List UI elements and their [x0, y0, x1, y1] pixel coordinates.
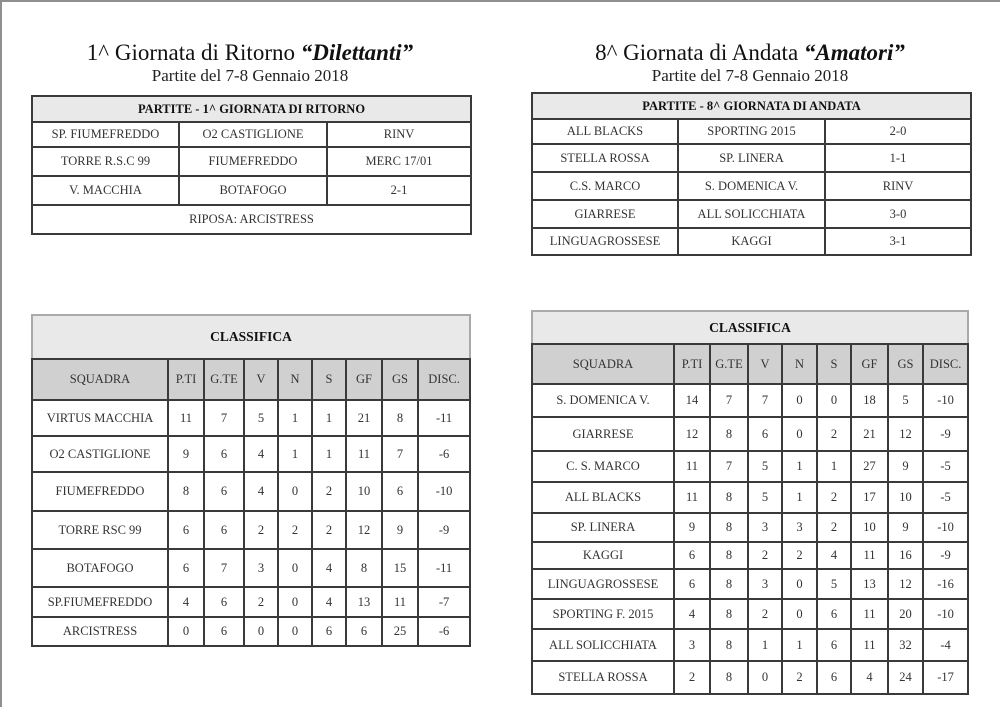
losses-cell: 6 [817, 661, 851, 694]
draws-cell: 2 [782, 542, 817, 569]
standings-row [532, 384, 968, 417]
standings-row [532, 599, 968, 629]
draws-cell: 0 [278, 472, 312, 511]
left-subtitle: Partite del 7-8 Gennaio 2018 [151, 66, 349, 85]
games-played-cell: 8 [710, 513, 748, 542]
draws-cell: 2 [782, 661, 817, 694]
standings-row [532, 629, 968, 661]
goals-against-cell: 32 [888, 629, 923, 661]
games-played-cell: 8 [710, 629, 748, 661]
losses-cell: 4 [312, 587, 346, 617]
match-away: BOTAFOGO [179, 176, 327, 205]
match-away: O2 CASTIGLIONE [179, 122, 327, 147]
team-name-cell: ALL BLACKS [532, 482, 674, 513]
match-home: LINGUAGROSSESE [532, 228, 678, 255]
goals-against-cell: 9 [888, 513, 923, 542]
team-name-cell: STELLA ROSSA [532, 661, 674, 694]
goals-for-cell: 12 [346, 511, 382, 549]
goals-against-cell: 20 [888, 599, 923, 629]
page-border-left [0, 0, 2, 707]
team-name-cell: TORRE RSC 99 [32, 511, 168, 549]
right-subtitle: Partite del 7-8 Gennaio 2018 [651, 66, 849, 85]
losses-cell: 2 [817, 417, 851, 451]
standings-row [32, 617, 470, 646]
wins-cell: 3 [244, 549, 278, 587]
match-result: MERC 17/01 [327, 147, 471, 176]
discipline-cell: -10 [923, 599, 968, 629]
losses-cell: 6 [817, 599, 851, 629]
match-row [32, 176, 471, 205]
goals-against-cell: 7 [382, 436, 418, 472]
games-played-cell: 8 [710, 661, 748, 694]
wins-cell: 5 [748, 482, 782, 513]
standings-row [32, 511, 470, 549]
team-name-cell: S. DOMENICA V. [532, 384, 674, 417]
column-header: GF [346, 359, 382, 400]
losses-cell: 6 [817, 629, 851, 661]
goals-against-cell: 15 [382, 549, 418, 587]
left-standings-title: CLASSIFICA [32, 315, 470, 359]
points-cell: 11 [674, 451, 710, 482]
match-row [532, 119, 971, 144]
points-cell: 9 [674, 513, 710, 542]
match-row [32, 122, 471, 147]
goals-against-cell: 10 [888, 482, 923, 513]
left-matches-table [31, 95, 472, 235]
team-name-cell: ALL SOLICCHIATA [532, 629, 674, 661]
points-cell: 6 [168, 511, 204, 549]
draws-cell: 1 [278, 436, 312, 472]
right-standings-title: CLASSIFICA [532, 311, 968, 344]
standings-row [532, 513, 968, 542]
wins-cell: 2 [244, 511, 278, 549]
standings-header-row [532, 344, 968, 384]
column-header: SQUADRA [532, 344, 674, 384]
match-row [532, 144, 971, 172]
match-row [532, 172, 971, 200]
column-header: DISC. [923, 344, 968, 384]
goals-against-cell: 9 [888, 451, 923, 482]
team-name-cell: FIUMEFREDDO [32, 472, 168, 511]
games-played-cell: 8 [710, 569, 748, 599]
goals-against-cell: 8 [382, 400, 418, 436]
points-cell: 4 [674, 599, 710, 629]
right-standings-table [531, 310, 969, 695]
match-away: SPORTING 2015 [678, 119, 825, 144]
match-result: 3-1 [825, 228, 971, 255]
match-away: KAGGI [678, 228, 825, 255]
discipline-cell: -10 [923, 513, 968, 542]
team-name-cell: VIRTUS MACCHIA [32, 400, 168, 436]
team-name-cell: SP.FIUMEFREDDO [32, 587, 168, 617]
games-played-cell: 7 [710, 384, 748, 417]
match-home: STELLA ROSSA [532, 144, 678, 172]
team-name-cell: SP. LINERA [532, 513, 674, 542]
left-title-emphasis: “Dilettanti” [300, 40, 414, 65]
column-header: N [782, 344, 817, 384]
losses-cell: 1 [312, 436, 346, 472]
games-played-cell: 6 [204, 617, 244, 646]
goals-for-cell: 6 [346, 617, 382, 646]
match-result: RINV [327, 122, 471, 147]
discipline-cell: -11 [418, 400, 470, 436]
left-standings-table [31, 314, 471, 647]
goals-against-cell: 25 [382, 617, 418, 646]
goals-for-cell: 21 [346, 400, 382, 436]
losses-cell: 6 [312, 617, 346, 646]
points-cell: 9 [168, 436, 204, 472]
left-matches-title: PARTITE - 1^ GIORNATA DI RITORNO [32, 96, 471, 122]
column-header: S [817, 344, 851, 384]
wins-cell: 0 [244, 617, 278, 646]
games-played-cell: 8 [710, 417, 748, 451]
goals-against-cell: 6 [382, 472, 418, 511]
standings-row [32, 587, 470, 617]
wins-cell: 7 [748, 384, 782, 417]
match-result: 2-0 [825, 119, 971, 144]
match-result: 2-1 [327, 176, 471, 205]
goals-against-cell: 12 [888, 417, 923, 451]
wins-cell: 2 [748, 542, 782, 569]
discipline-cell: -10 [923, 384, 968, 417]
match-row [32, 147, 471, 176]
match-row [532, 200, 971, 228]
match-home: TORRE R.S.C 99 [32, 147, 179, 176]
points-cell: 6 [674, 542, 710, 569]
losses-cell: 2 [817, 513, 851, 542]
goals-for-cell: 27 [851, 451, 888, 482]
discipline-cell: -9 [418, 511, 470, 549]
standings-row [532, 451, 968, 482]
goals-against-cell: 24 [888, 661, 923, 694]
draws-cell: 1 [782, 451, 817, 482]
goals-against-cell: 16 [888, 542, 923, 569]
losses-cell: 2 [312, 472, 346, 511]
games-played-cell: 6 [204, 587, 244, 617]
goals-for-cell: 11 [851, 542, 888, 569]
match-result: 3-0 [825, 200, 971, 228]
match-home: ALL BLACKS [532, 119, 678, 144]
discipline-cell: -17 [923, 661, 968, 694]
discipline-cell: -7 [418, 587, 470, 617]
team-name-cell: LINGUAGROSSESE [532, 569, 674, 599]
games-played-cell: 8 [710, 599, 748, 629]
column-header: SQUADRA [32, 359, 168, 400]
team-name-cell: ARCISTRESS [32, 617, 168, 646]
draws-cell: 1 [782, 482, 817, 513]
points-cell: 6 [674, 569, 710, 599]
standings-row [32, 400, 470, 436]
team-name-cell: C. S. MARCO [532, 451, 674, 482]
discipline-cell: -5 [923, 451, 968, 482]
losses-cell: 4 [817, 542, 851, 569]
left-title-prefix: 1^ Giornata di Ritorno [86, 40, 301, 65]
goals-for-cell: 13 [851, 569, 888, 599]
goals-for-cell: 21 [851, 417, 888, 451]
column-header: P.TI [168, 359, 204, 400]
discipline-cell: -10 [418, 472, 470, 511]
wins-cell: 3 [748, 569, 782, 599]
right-title-prefix: 8^ Giornata di Andata [595, 40, 804, 65]
draws-cell: 2 [278, 511, 312, 549]
points-cell: 2 [674, 661, 710, 694]
games-played-cell: 6 [204, 436, 244, 472]
points-cell: 11 [168, 400, 204, 436]
wins-cell: 2 [244, 587, 278, 617]
wins-cell: 4 [244, 472, 278, 511]
right-title [530, 40, 970, 66]
column-header: G.TE [204, 359, 244, 400]
wins-cell: 3 [748, 513, 782, 542]
standings-row [532, 417, 968, 451]
draws-cell: 0 [782, 569, 817, 599]
goals-against-cell: 9 [382, 511, 418, 549]
column-header: V [748, 344, 782, 384]
team-name-cell: BOTAFOGO [32, 549, 168, 587]
standings-header-row [32, 359, 470, 400]
goals-for-cell: 17 [851, 482, 888, 513]
discipline-cell: -5 [923, 482, 968, 513]
goals-against-cell: 12 [888, 569, 923, 599]
column-header: DISC. [418, 359, 470, 400]
losses-cell: 1 [817, 451, 851, 482]
match-away: FIUMEFREDDO [179, 147, 327, 176]
team-name-cell: O2 CASTIGLIONE [32, 436, 168, 472]
discipline-cell: -11 [418, 549, 470, 587]
team-name-cell: GIARRESE [532, 417, 674, 451]
standings-row [532, 542, 968, 569]
losses-cell: 2 [312, 511, 346, 549]
match-away: SP. LINERA [678, 144, 825, 172]
match-home: C.S. MARCO [532, 172, 678, 200]
wins-cell: 5 [748, 451, 782, 482]
draws-cell: 0 [278, 549, 312, 587]
wins-cell: 1 [748, 629, 782, 661]
match-result: RINV [825, 172, 971, 200]
match-away: S. DOMENICA V. [678, 172, 825, 200]
losses-cell: 2 [817, 482, 851, 513]
discipline-cell: -16 [923, 569, 968, 599]
games-played-cell: 8 [710, 482, 748, 513]
column-header: S [312, 359, 346, 400]
goals-for-cell: 13 [346, 587, 382, 617]
games-played-cell: 8 [710, 542, 748, 569]
right-matches-title: PARTITE - 8^ GIORNATA DI ANDATA [532, 93, 971, 119]
goals-for-cell: 10 [346, 472, 382, 511]
points-cell: 4 [168, 587, 204, 617]
right-title-emphasis: “Amatori” [803, 40, 905, 65]
draws-cell: 0 [278, 617, 312, 646]
points-cell: 6 [168, 549, 204, 587]
goals-against-cell: 5 [888, 384, 923, 417]
losses-cell: 0 [817, 384, 851, 417]
rest-team: RIPOSA: ARCISTRESS [32, 205, 471, 234]
discipline-cell: -9 [923, 417, 968, 451]
points-cell: 0 [168, 617, 204, 646]
goals-against-cell: 11 [382, 587, 418, 617]
column-header: N [278, 359, 312, 400]
losses-cell: 1 [312, 400, 346, 436]
team-name-cell: KAGGI [532, 542, 674, 569]
left-title [30, 40, 470, 66]
standings-row [532, 569, 968, 599]
standings-row [532, 661, 968, 694]
games-played-cell: 7 [710, 451, 748, 482]
draws-cell: 0 [278, 587, 312, 617]
column-header: G.TE [710, 344, 748, 384]
goals-for-cell: 4 [851, 661, 888, 694]
goals-for-cell: 11 [346, 436, 382, 472]
page-border-top [0, 0, 1000, 2]
column-header: GS [888, 344, 923, 384]
standings-row [32, 436, 470, 472]
column-header: P.TI [674, 344, 710, 384]
match-home: SP. FIUMEFREDDO [32, 122, 179, 147]
wins-cell: 4 [244, 436, 278, 472]
games-played-cell: 7 [204, 400, 244, 436]
draws-cell: 1 [782, 629, 817, 661]
goals-for-cell: 10 [851, 513, 888, 542]
standings-row [32, 549, 470, 587]
match-home: GIARRESE [532, 200, 678, 228]
losses-cell: 5 [817, 569, 851, 599]
goals-for-cell: 18 [851, 384, 888, 417]
discipline-cell: -6 [418, 436, 470, 472]
losses-cell: 4 [312, 549, 346, 587]
points-cell: 11 [674, 482, 710, 513]
left-heading [30, 40, 470, 86]
goals-for-cell: 11 [851, 599, 888, 629]
wins-cell: 6 [748, 417, 782, 451]
match-away: ALL SOLICCHIATA [678, 200, 825, 228]
column-header: V [244, 359, 278, 400]
right-matches-table [531, 92, 972, 256]
discipline-cell: -4 [923, 629, 968, 661]
draws-cell: 0 [782, 417, 817, 451]
wins-cell: 2 [748, 599, 782, 629]
standings-row [32, 472, 470, 511]
wins-cell: 0 [748, 661, 782, 694]
discipline-cell: -9 [923, 542, 968, 569]
column-header: GS [382, 359, 418, 400]
games-played-cell: 7 [204, 549, 244, 587]
points-cell: 14 [674, 384, 710, 417]
draws-cell: 0 [782, 599, 817, 629]
points-cell: 3 [674, 629, 710, 661]
column-header: GF [851, 344, 888, 384]
draws-cell: 0 [782, 384, 817, 417]
goals-for-cell: 11 [851, 629, 888, 661]
match-result: 1-1 [825, 144, 971, 172]
match-row [532, 228, 971, 255]
games-played-cell: 6 [204, 472, 244, 511]
draws-cell: 3 [782, 513, 817, 542]
team-name-cell: SPORTING F. 2015 [532, 599, 674, 629]
wins-cell: 5 [244, 400, 278, 436]
match-home: V. MACCHIA [32, 176, 179, 205]
right-heading [530, 40, 970, 86]
points-cell: 8 [168, 472, 204, 511]
discipline-cell: -6 [418, 617, 470, 646]
draws-cell: 1 [278, 400, 312, 436]
points-cell: 12 [674, 417, 710, 451]
goals-for-cell: 8 [346, 549, 382, 587]
games-played-cell: 6 [204, 511, 244, 549]
standings-row [532, 482, 968, 513]
